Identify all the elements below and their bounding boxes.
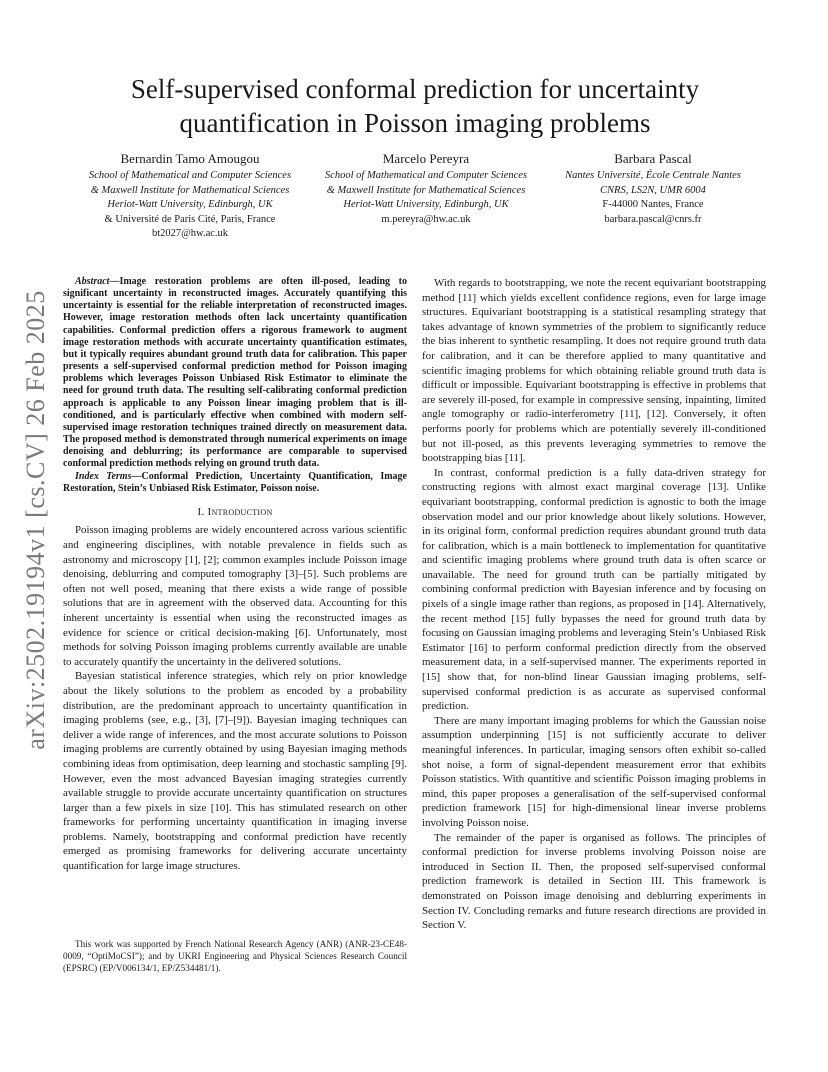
footnote-text: This work was supported by French National Research Agency (ANR) (ANR-23-CE48-0009, “OptiMoCSI”); and by UKRI Engineering and Physical Sciences Research Council (EPSRC) (EP/V006134/1, EP/Z534481/1). [63,939,407,973]
author-affiliation: & Maxwell Institute for Mathematical Sciences [326,184,526,196]
author-email: bt2027@hw.ac.uk [151,228,229,240]
author-affiliation: Heriot-Watt University, Edinburgh, UK [107,199,273,211]
section-heading: I. Introduction [197,505,273,518]
author-affiliation: School of Mathematical and Computer Sciences [88,170,292,181]
author-affiliation: School of Mathematical and Computer Sciences [324,170,528,181]
arxiv-id: arXiv:2502.19194v1 [cs.CV] 26 Feb 2025 [21,290,51,750]
left-column [63,276,407,874]
abstract-label: Abstract [75,276,110,287]
arxiv-stamp [18,280,54,760]
footnote [63,938,407,974]
author-name: Marcelo Pereyra [382,151,470,166]
author-affiliation: Heriot-Watt University, Edinburgh, UK [343,199,509,211]
index-terms-text: Conformal Prediction, Uncertainty Quantification, Image Restoration, Stein’s Unbiased Risk Estimator, Poisson noise. [63,470,407,494]
paper-title: Self-supervised conformal prediction for uncertainty quantification in Poisson imaging problems [130,74,700,138]
paragraph: There are many important imaging problems for which the Gaussian noise assumption underpinning [15] is not sufficiently accurate to deliver meaningful inferences. In particular, imaging sensors often exhibit so-called shot noise, a form of signal-dependent measurement error that exhibits Poisson statistics. With quantitive and scientific Poisson imaging problems in mind, this paper proposes a generalisation of the self-supervised conformal prediction framework [15] for high-dimensional linear inverse problems involving Poisson noise. [422,714,766,829]
author-email: m.pereyra@hw.ac.uk [381,213,471,225]
abstract-text: Image restoration problems are often ill-posed, leading to significant uncertainty in reconstructed images. Accurately quantifying this uncertainty is essential for the reliable interpretation of reconstructed images. However, image restoration methods often lack uncertainty quantification capabilities. Conformal prediction offers a rigorous framework to augment image restoration methods with accurate uncertainty quantification estimates, but it typically requires abundant ground truth data for calibration. This paper presents a self-supervised conformal prediction method for Poisson imaging problems which leverages Poisson Unbiased Risk Estimator to eliminate the need for ground truth data. The resulting self-calibrating conformal prediction approach is applicable to any Poisson linear imaging problem that is ill-conditioned, and is particularly effective when combined with modern self-supervised image restoration techniques trained directly on measurement data. The proposed method is demonstrated through numerical experiments on image denoising and deblurring; its performance are comparable to supervised conformal prediction methods relying on ground truth data. [63,276,407,470]
paragraph: In contrast, conformal prediction is a fully data-driven strategy for constructing regions with almost exact marginal coverage [13]. Unlike equivariant bootstrapping, conformal prediction is agnostic to both the image observation model and our prior knowledge about likely solutions. However, in its original form, conformal prediction requires abundant ground truth data for calibration, which is a main bottleneck to implementation for quantitative and scientific imaging problems where ground truth data is often scarce or unavailable. The need for ground truth can be partially mitigated by combining conformal prediction with Bayesian inference and by focusing on pixels of a single image rather than regions, as proposed in [14]. Alternatively, the recent method [15] fully bypasses the need for ground truth data by focusing on Gaussian imaging problems and leveraging Stein’s Unbiased Risk Estimator [16] to perform conformal prediction directly from the observed measurement data, in a self-supervised manner. The experiments reported in [15] show that, for non-blind linear Gaussian imaging problems, self-supervised conformal prediction is as accurate as supervised conformal prediction. [422,466,766,713]
paragraph: Poisson imaging problems are widely encountered across various scientific and engineering disciplines, with notable prevalence in fields such as astronomy and microscopy [1], [2]; common examples include Poisson image denoising, deblurring and computed tomography [3]–[5]. Such problems are often not well posed, meaning that there exists a wide range of possible solutions that are in agreement with the observed data. Accounting for this inherent uncertainty is essential when using the reconstructed images as evidence for science or critical decision-making [6]. Unfortunately, most methods for solving Poisson imaging problems currently available are unable to accurately quantify the uncertainty in the delivered solutions. [63,524,407,668]
author-3 [544,150,762,242]
author-affiliation: & Université de Paris Cité, Paris, France [104,213,276,225]
author-2 [308,150,544,242]
author-affiliation: Nantes Université, École Centrale Nantes [565,170,741,181]
author-name: Bernardin Tamo Amougou [120,151,260,166]
author-name: Barbara Pascal [614,151,692,166]
author-affiliation: F-44000 Nantes, France [602,199,704,211]
right-column [422,276,766,933]
author-email: barbara.pascal@cnrs.fr [604,213,702,225]
index-terms-label: Index Terms [75,470,132,482]
author-affiliation: & Maxwell Institute for Mathematical Sciences [90,184,290,196]
paragraph: With regards to bootstrapping, we note the recent equivariant bootstrapping method [11] which yields excellent confidence regions, even for large image structures. Equivariant bootstrapping is a statistical resampling strategy that takes advantage of known symmetries of the problem to significantly reduce the bias inherent to synthetic resampling. It does not require ground truth data for calibration, and it can be therefore applied to many quantitative and scientific imaging problems for which obtaining reliable ground truth data is difficult or impossible. Equivariant bootstrapping is effective in problems that are severely ill-posed, for example in compressive sensing, inpainting, limited angle tomography or radio-interferometry [11], [12]. Conversely, it often performs poorly for problems which are potentially severely ill-conditioned but not ill-posed, as this prevents leveraging symmetries to remove the bootstrapping bias [11]. [422,277,766,465]
paragraph: Bayesian statistical inference strategies, which rely on prior knowledge about the likely solutions to the problem as encoded by a probability distribution, are the predominant approach to uncertainty quantification in imaging problems (see, e.g., [3], [7]–[9]). Bayesian imaging techniques can deliver a wide range of inferences, and the most accurate solutions to Poisson imaging problems are currently obtained by using Bayesian imaging methods combining ideas from optimisation, deep learning and stochastic sampling [9]. However, even the most advanced Bayesian imaging strategies currently available struggle to provide accurate uncertainty quantification on structures larger than a few pixels in size [10]. This has stimulated research on other frameworks for performing uncertainty quantification in imaging inverse problems. Namely, bootstrapping and conformal prediction have recently emerged as promising frameworks for delivering accurate uncertainty quantification for large image structures. [63,670,407,873]
author-1 [72,150,308,242]
paragraph: The remainder of the paper is organised as follows. The principles of conformal prediction for inverse problems involving Poisson noise are introduced in Section II. Then, the proposed self-supervised conformal prediction framework is detailed in Section III. This framework is demonstrated on Poisson image denoising and deblurring experiments in Section IV. Concluding remarks and future research directions are provided in Section V. [422,831,766,932]
abstract: Abstract—Image restoration problems are often ill-posed, leading to significant uncertainty in reconstructed images. Accurately quantifying this uncertainty is essential for the reliable interpretation of reconstructed images. However, image restoration methods often lack uncertainty quantification capabilities. Conformal prediction offers a rigorous framework to augment image restoration methods with accurate uncertainty quantification estimates, but it typically requires abundant ground truth data for calibration. This paper presents a self-supervised conformal prediction method for Poisson imaging problems which leverages Poisson Unbiased Risk Estimator to eliminate the need for ground truth data. The resulting self-calibrating conformal prediction approach is applicable to any Poisson linear imaging problem that is ill-conditioned, and is particularly effective when combined with modern self-supervised image restoration techniques trained directly on measurement data. The proposed method is demonstrated through numerical experiments on image denoising and deblurring; its performance are comparable to supervised conformal prediction methods relying on ground truth data. Index Terms—Conformal Prediction, Uncertainty Quantification, Image Restoration, Stein’s Unbiased Risk Estimator, Poisson noise. [63,276,407,494]
author-block [72,150,762,242]
author-affiliation: CNRS, LS2N, UMR 6004 [600,184,706,196]
